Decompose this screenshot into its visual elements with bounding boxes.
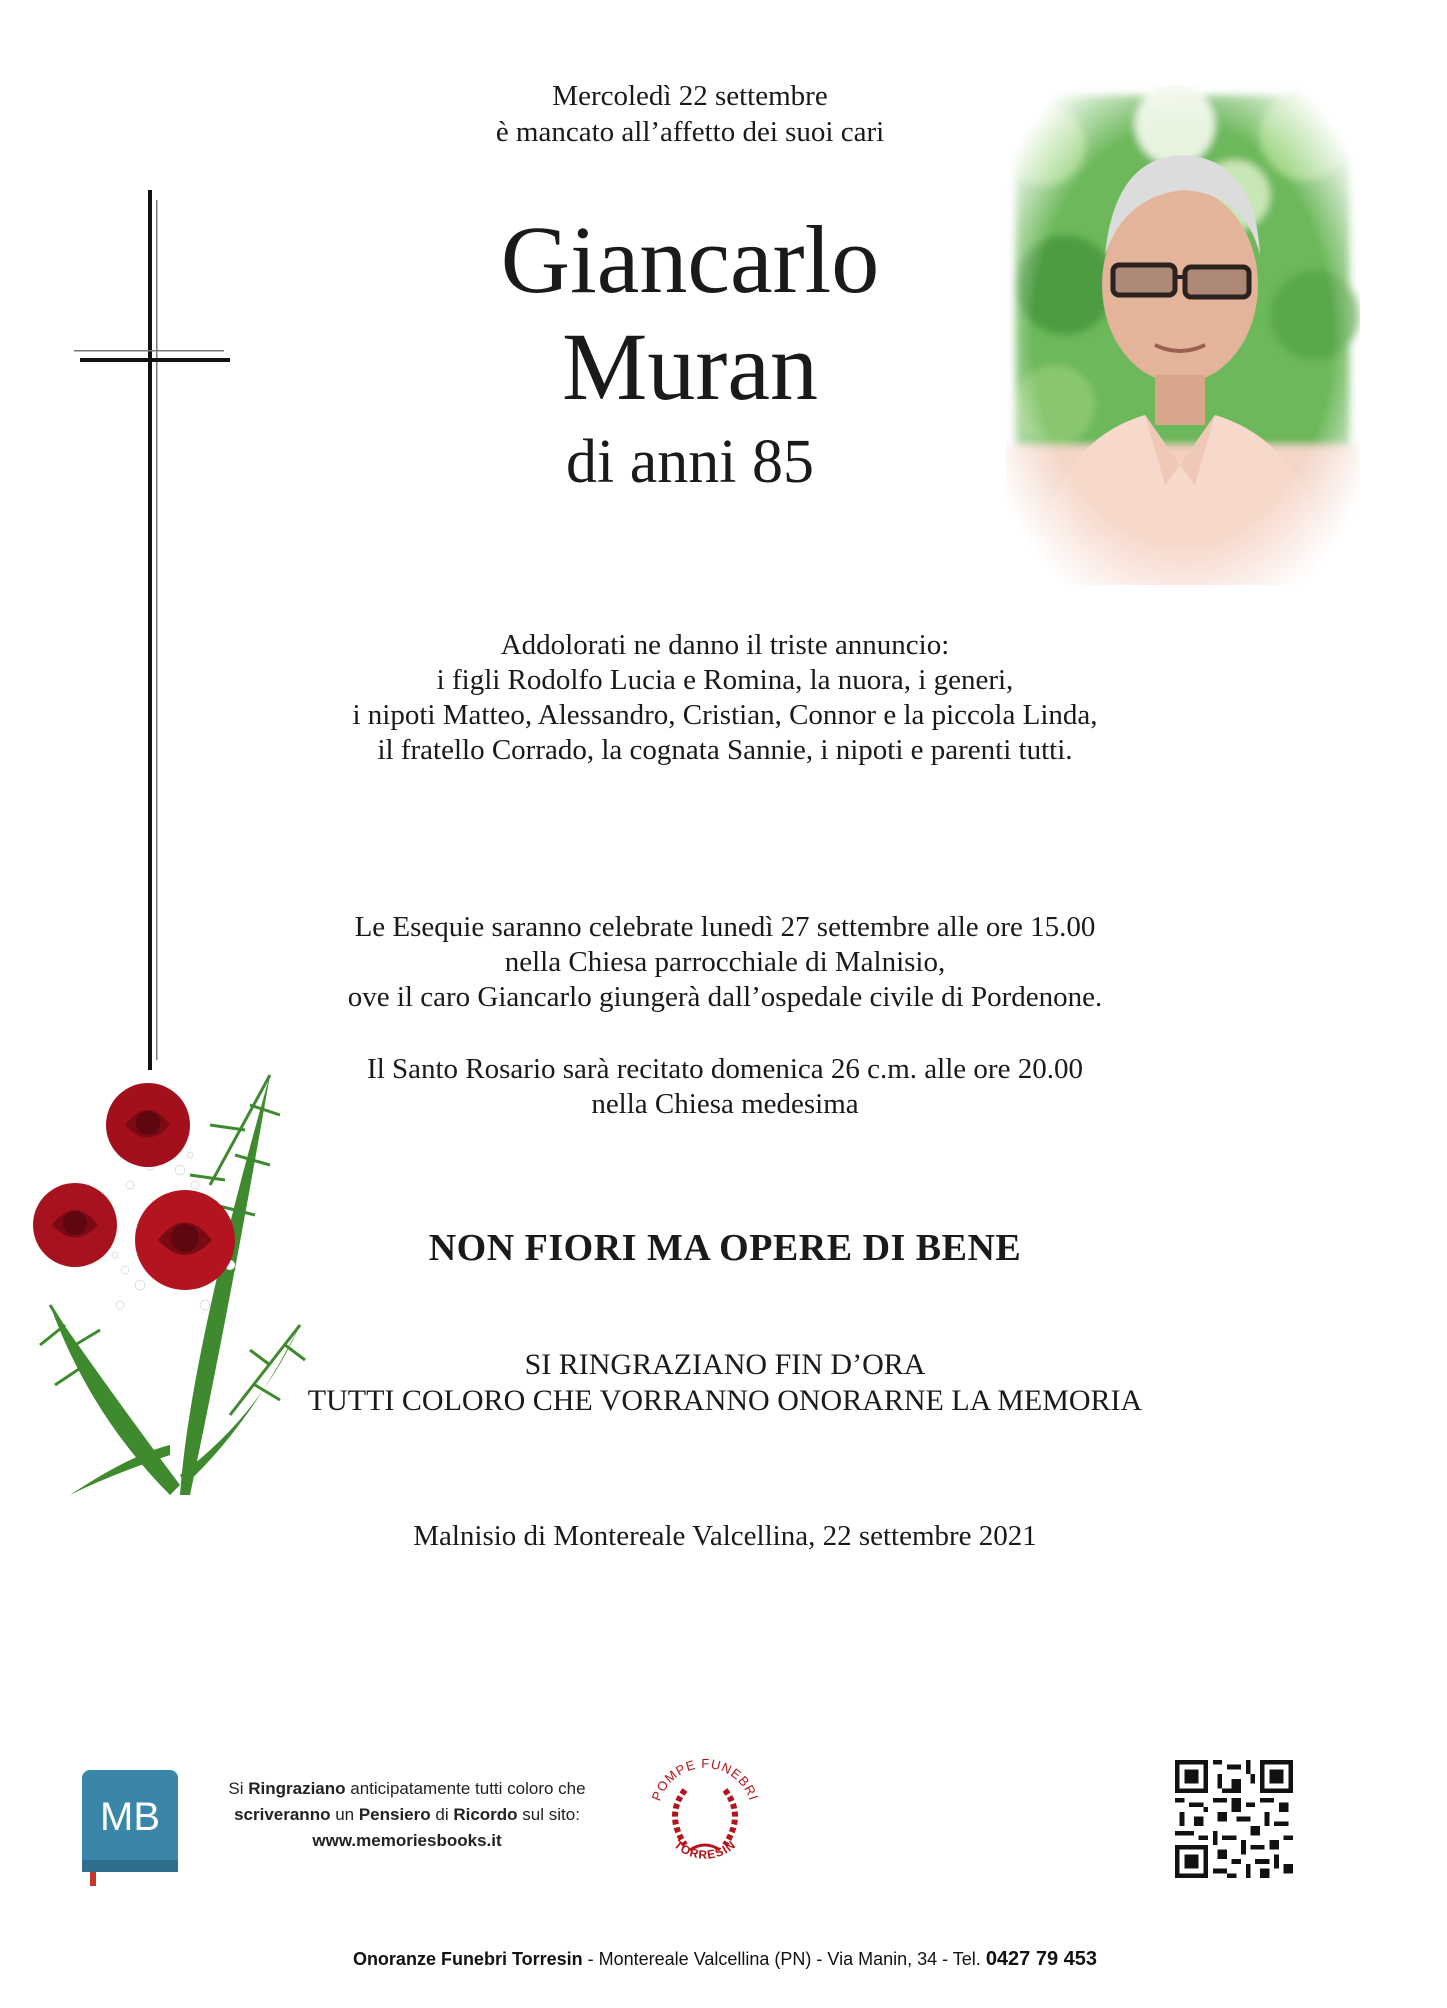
memoriesbooks-thanks [197,1776,617,1854]
footer-contact [100,1946,1350,1972]
company-name: Onoranze Funebri Torresin [352,1949,583,1969]
cross-icon [70,190,240,1090]
mb-text-part: di [430,1805,454,1824]
roses-bouquet-icon [30,1055,310,1505]
announcement-line: i nipoti Matteo, Alessandro, Cristian, Connor e la piccola Linda, [352,699,1098,731]
svg-text:TORRESIN [671,1837,738,1862]
announcement-line: i figli Rodolfo Lucia e Romina, la nuora, i generi, [436,664,1014,696]
rosary-line: Il Santo Rosario sarà recitato domenica 26 c.m. alle ore 20.00 [367,1053,1083,1085]
intro-text [300,78,1080,150]
death-date: Mercoledì 22 settembre [552,80,828,112]
mb-logo-text: MB [100,1795,160,1839]
thanks-line: TUTTI COLORO CHE VORRANNO ONORARNE LA MEMORIA [307,1384,1143,1417]
memoriesbooks-logo-icon [80,1768,180,1888]
mb-text-part: sul sito: [517,1805,580,1824]
announcement [200,628,1250,768]
place-date: Malnisio di Montereale Valcellina, 22 settembre 2021 [413,1520,1037,1552]
last-name: Muran [562,313,818,420]
intro-phrase: è mancato all’affetto dei suoi cari [495,116,885,148]
rosary-info [200,1052,1250,1122]
funeral-line: ove il caro Giancarlo giungerà dall’ospedale civile di Pordenone. [347,981,1103,1013]
mb-text-part: Si [228,1779,249,1798]
funeral-line: nella Chiesa parrocchiale di Malnisio, [504,946,946,978]
company-address: - Montereale Valcellina (PN) - Via Manin, 34 - Tel. [582,1949,986,1969]
announcement-line: il fratello Corrado, la cognata Sannie, i nipoti e parenti tutti. [377,734,1073,766]
no-flowers-notice: NON FIORI MA OPERE DI BENE [428,1227,1022,1269]
first-name: Giancarlo [500,206,880,313]
mb-text-bold: Ringraziano [248,1779,346,1798]
funeral-info [200,910,1250,1015]
mb-text-bold: Ricordo [453,1805,518,1824]
thanks-line: SI RINGRAZIANO FIN D’ORA [524,1348,926,1381]
rosary-line: nella Chiesa medesima [591,1088,859,1120]
svg-text:POMPE FUNEBRI [649,1756,762,1803]
pf-top-text: POMPE FUNEBRI [648,1755,762,1803]
memoriesbooks-url[interactable]: www.memoriesbooks.it [312,1831,502,1850]
announcement-line: Addolorati ne danno il triste annuncio: [500,629,950,661]
age: di anni 85 [566,428,814,496]
funeral-line: Le Esequie saranno celebrate lunedì 27 settembre alle ore 15.00 [354,911,1096,943]
thanks-notice [200,1347,1250,1419]
qr-code-icon[interactable] [1175,1760,1293,1878]
mb-text-bold: scriveranno [234,1805,331,1824]
company-phone[interactable]: 0427 79 453 [985,1948,1098,1970]
mb-text-part: anticipatamente tutti coloro che [345,1779,586,1798]
pf-bottom-text: TORRESIN [671,1837,739,1862]
mb-text-bold: Pensiero [358,1805,431,1824]
mb-text-part: un [330,1805,359,1824]
pompe-funebri-logo-icon [640,1745,770,1885]
portrait-photo [1005,85,1360,585]
